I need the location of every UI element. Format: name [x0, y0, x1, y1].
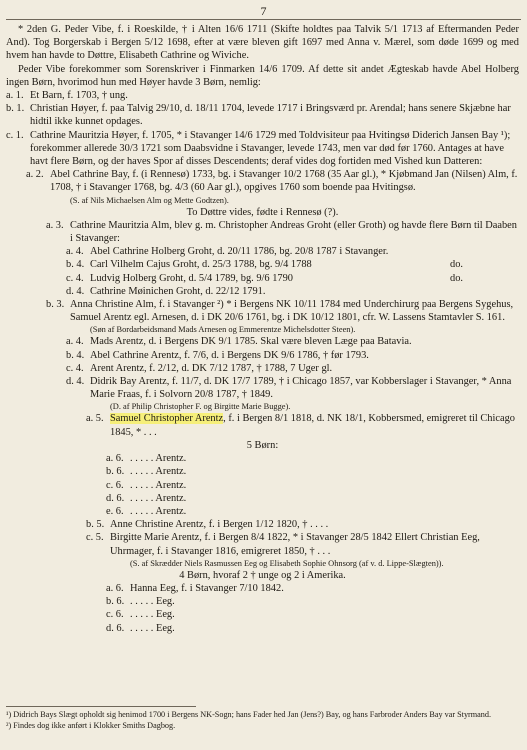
entry-label: b. 5. [86, 519, 105, 531]
genealogy-entries [6, 89, 519, 635]
genealogy-entry [6, 452, 519, 465]
genealogy-entry [6, 479, 519, 492]
genealogy-entry [6, 168, 519, 194]
entry-text: Carl Vilhelm Cajus Groht, d. 25/3 1788, bg. 9/4 1788 [90, 259, 312, 271]
entry-text: Anna Christine Alm, f. i Stavanger ²) * i Bergens NK 10/11 1784 med Underchirurg paa Bergens Sygehus, Samuel Arentz egl. Arnesen, d. i DK 20/6 1761, bg. i DK 10/12 1801, cfr. W. Lassens Stamtavler S. 161. [70, 299, 514, 324]
entry-label: d. 6. [106, 622, 125, 634]
entry-text: Mads Arentz, d. i Bergens DK 9/1 1785. Skal være bleven Læge paa Batavia. [90, 336, 412, 348]
entry-label: d. 4. [66, 376, 85, 388]
body-text [6, 23, 519, 635]
genealogy-entry [6, 375, 519, 401]
genealogy-entry [6, 89, 519, 102]
genealogy-entry [6, 465, 519, 478]
genealogy-entry [6, 349, 519, 362]
entry-text: Et Barn, f. 1703, † ung. [30, 90, 128, 102]
paragraph: Peder Vibe forekommer som Sorenskriver i Finmarken 14/6 1709. Af dette sit andet Ægteskab havde Abel Holberg ingen Børn, hvorimod hun med Høyer havde 3 Børn, nemlig: [6, 63, 519, 88]
genealogy-entry [6, 129, 519, 169]
entry-label: a. 2. [26, 169, 44, 181]
entry-text: . . . . . Arentz. [130, 492, 187, 504]
genealogy-entry [6, 412, 519, 438]
entry-text: . . . . . Eeg. [130, 596, 175, 608]
entry-label: a. 4. [66, 246, 84, 258]
entry-label: b. 6. [106, 466, 125, 478]
entry-text: Arent Arentz, f. 2/12, d. DK 7/12 1787, † 1788, 7 Uger gl. [90, 362, 333, 374]
genealogy-entry [6, 102, 519, 128]
entry-text: Cathrine Møinichen Groht, d. 22/12 1791. [90, 285, 266, 297]
entry-text: Didrik Bay Arentz, f. 11/7, d. DK 17/7 1789, † i Chicago 1857, var Kobberslager i Stavanger, * Anna Marie Fraas, f. i Solvorn 20/8 1787, † 1849. [90, 376, 512, 401]
parentage-note: (S. af Nils Michaelsen Alm og Mette Godtzen). [70, 195, 229, 205]
entry-label: d. 6. [106, 492, 125, 504]
parentage-note: (D. af Philip Christopher F. og Birgitte Marie Bugge). [110, 402, 291, 412]
entry-label: e. 6. [106, 505, 124, 517]
entry-label: a. 4. [66, 336, 84, 348]
genealogy-entry [6, 335, 519, 348]
genealogy-entry [6, 258, 519, 271]
entry-label: b. 6. [106, 596, 125, 608]
footnotes [6, 710, 519, 731]
footnote: ²) Findes dog ikke anført i Klokker Smiths Dagbog. [6, 720, 176, 730]
parentage-note: (S. af Skrædder Niels Rasmussen Eeg og Elisabeth Sophie Ohnsorg (af v. d. Lippe-Slægten)). [130, 558, 444, 568]
genealogy-entry [6, 362, 519, 375]
ditto-mark: do. [450, 259, 463, 271]
entry-text: Anne Christine Arentz, f. i Bergen 1/12 1820, † . . . . [110, 519, 329, 531]
entry-label: a. 6. [106, 582, 124, 594]
genealogy-entry [6, 219, 519, 245]
genealogy-entry [6, 272, 519, 285]
centered-line: 5 Børn: [246, 439, 279, 451]
entry-text: Ludvig Holberg Groht, d. 5/4 1789, bg. 9/6 1790 [90, 272, 293, 284]
entry-label: b. 4. [66, 259, 85, 271]
genealogy-entry [6, 608, 519, 621]
centered-line: To Døttre vides, fødte i Rennesø (?). [186, 206, 339, 218]
genealogy-entry [6, 298, 519, 324]
entry-label: c. 4. [66, 362, 84, 374]
entry-text: . . . . . Arentz. [130, 505, 187, 517]
entry-text: . . . . . Eeg. [130, 622, 175, 634]
genealogy-entry [6, 518, 519, 531]
entry-label: b. 4. [66, 349, 85, 361]
entry-text: . . . . . Arentz. [130, 466, 187, 478]
page-number: 7 [260, 4, 267, 18]
genealogy-entry [6, 595, 519, 608]
entry-text: Abel Cathrine Arentz, f. 7/6, d. i Bergens DK 9/6 1786, † før 1793. [90, 349, 369, 361]
entry-label: b. 3. [46, 299, 65, 311]
entry-label: a. 1. [6, 90, 24, 102]
genealogy-entry [6, 492, 519, 505]
entry-label: a. 5. [86, 413, 104, 425]
genealogy-entry [6, 285, 519, 298]
entry-text: , f. i Bergen 8/1 1818, d. NK 18/1, Kobbersmed, emigreret til Chicago 1845, * . . . [110, 413, 515, 438]
entry-label: c. 6. [106, 609, 124, 621]
footnote: ¹) Didrich Bays Slægt opholdt sig henimod 1700 i Bergens NK-Sogn; hans Fader hed Jan (Jens?) Bay, og hans Farbroder Anders Bay var Styrmand. [6, 710, 491, 719]
genealogy-entry [6, 505, 519, 518]
entry-label: a. 6. [106, 453, 124, 465]
highlighted-name: Samuel Christopher Arentz [110, 413, 224, 425]
entry-label: c. 5. [86, 532, 104, 544]
entry-label: c. 6. [106, 479, 124, 491]
genealogy-entry [6, 582, 519, 595]
entry-text: Birgitte Marie Arentz, f. i Bergen 8/4 1822, * i Stavanger 28/5 1842 Ellert Christian Eeg, Uhrmager, f. i Stavanger 1816, emigreret 1850, † . . . [110, 532, 480, 557]
centered-line: 4 Børn, hvoraf 2 † unge og 2 i Amerika. [179, 569, 346, 581]
genealogy-entry [6, 531, 519, 557]
entry-text: . . . . . Eeg. [130, 609, 175, 621]
entry-text: Christian Høyer, f. paa Talvig 29/10, d. 18/11 1704, levede 1717 i Bringsværd pr. Arendal; hans senere Skjæbne har hidtil ikke kunnet opdages. [30, 103, 511, 128]
entry-text: Abel Cathrine Holberg Groht, d. 20/11 1786, bg. 20/8 1787 i Stavanger. [90, 246, 389, 258]
paragraph: * 2den G. Peder Vibe, f. i Roeskilde, † i Alten 16/6 1711 (Skifte holdtes paa Talvik 5/1 1713 af Eftermanden Peder And). Tog Borgerskab i Bergen 5/12 1698, efter at være bleven gift 1697 med Anna v. Mærel, som døde 1699 og med hvem han havde to Døttre, Elisabeth Cathrine og Wiviche. [6, 24, 519, 62]
ditto-mark: do. [450, 272, 463, 284]
footnote-rule [6, 706, 196, 707]
entry-label: b. 1. [6, 103, 25, 115]
entry-label: d. 4. [66, 285, 85, 297]
genealogy-entry [6, 245, 519, 258]
entry-text: Cathrine Mauritzia Høyer, f. 1705, * i Stavanger 14/6 1729 med Toldvisiteur paa Hvitingsø Diderich Jansen Bay ¹); forekommer allerede 30/3 1721 som Daabsvidne i Stavanger, levede 1743, men var død før 1760. Antages at have havt flere Børn, og der haves Spor af disses Descendents; deraf vides dog fortiden med Vished kun Datteren: [30, 129, 511, 168]
entry-text: . . . . . Arentz. [130, 453, 187, 465]
entry-label: c. 1. [6, 129, 24, 141]
entry-text: Cathrine Mauritzia Alm, blev g. m. Christopher Andreas Groht (eller Groth) og havde flere Børn til Daaben i Stavanger: [70, 219, 517, 245]
entry-text: . . . . . Arentz. [130, 479, 187, 491]
parentage-note: (Søn af Bordarbeidsmand Mads Arnesen og Emmerentze Michelsdotter Steen). [90, 325, 356, 335]
entry-text: Abel Cathrine Bay, f. (i Rennesø) 1733, bg. i Stavanger 10/2 1768 (35 Aar gl.), * Kjøbmand Jan (Nilsen) Alm, f. 1708, † i Stavanger 1768, bg. 4/3 (60 Aar gl.), opgives 1760 som boende paa Hvitingsø. [50, 169, 518, 194]
genealogy-entry [6, 622, 519, 635]
entry-label: c. 4. [66, 272, 84, 284]
header-rule [6, 19, 521, 20]
entry-text: Hanna Eeg, f. i Stavanger 7/10 1842. [130, 582, 284, 594]
entry-label: a. 3. [46, 219, 64, 231]
